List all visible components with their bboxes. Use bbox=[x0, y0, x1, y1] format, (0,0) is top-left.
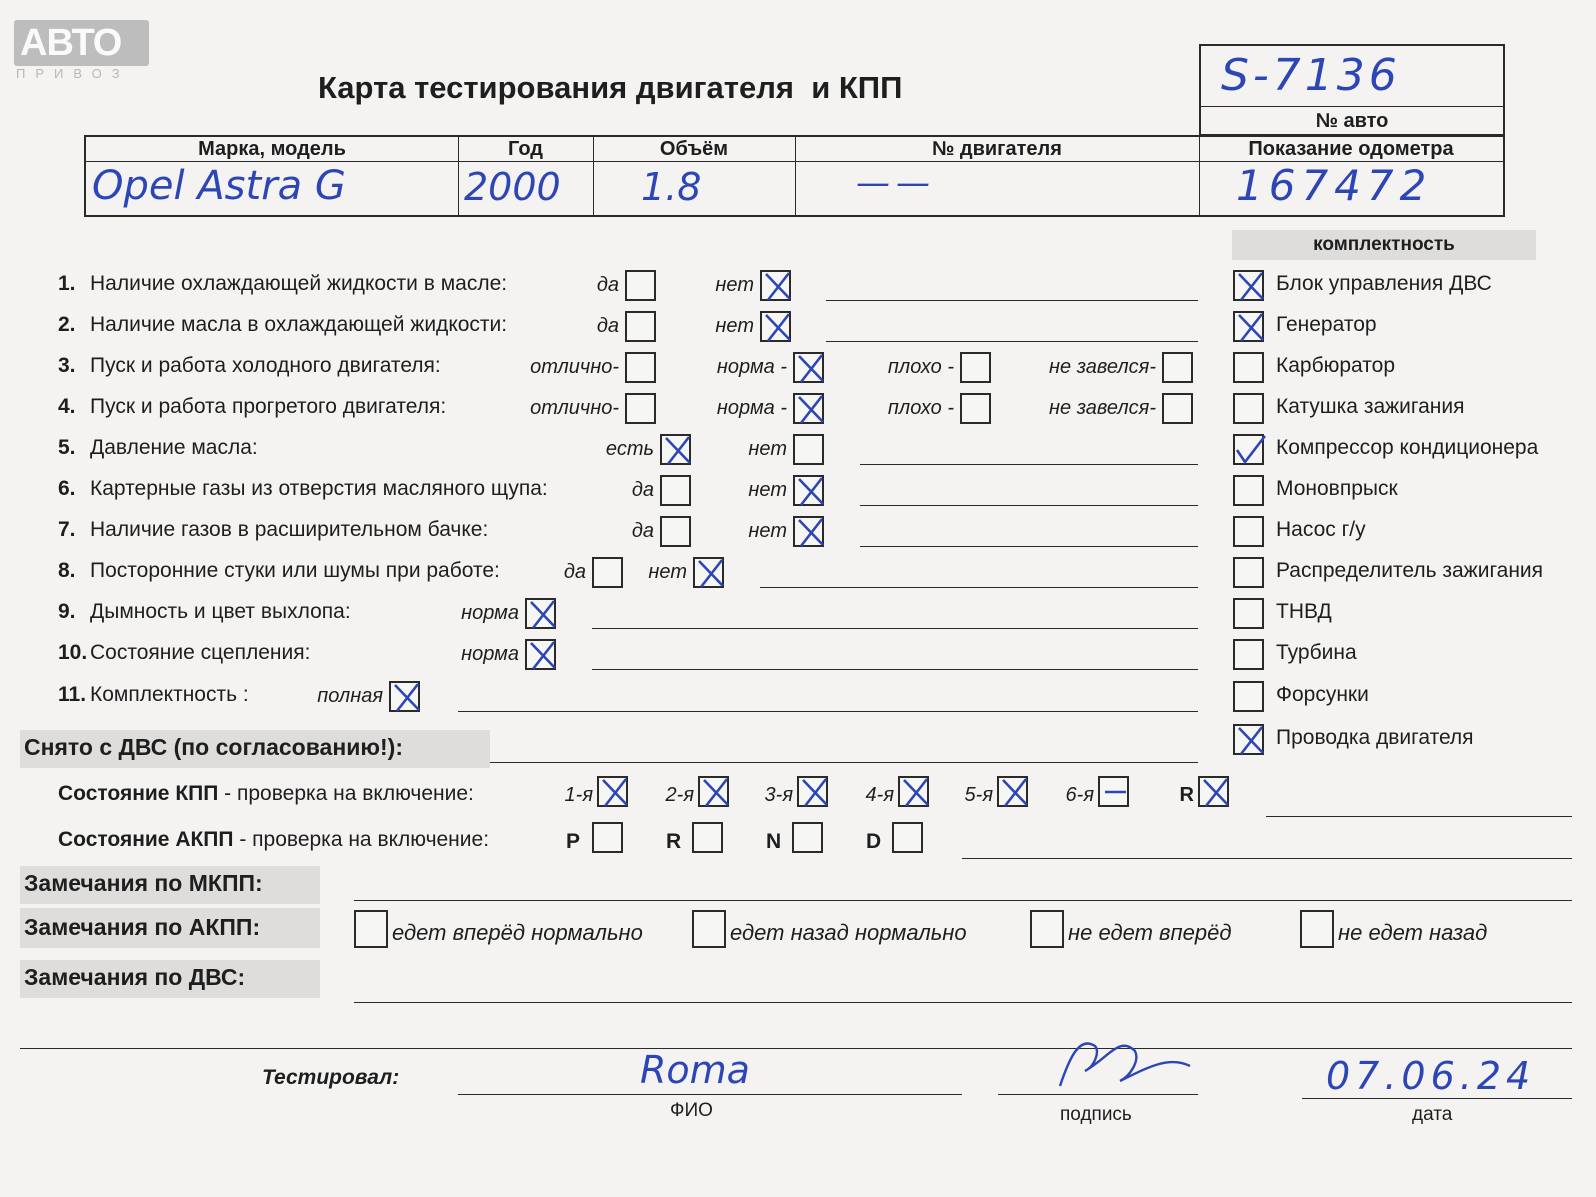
question-text: Наличие газов в расширительном бачке: bbox=[90, 518, 489, 541]
remarks-dvs-label: Замечания по ДВС: bbox=[24, 964, 246, 990]
completeness-checkbox[interactable] bbox=[1233, 724, 1264, 755]
akpp-gear-checkbox[interactable] bbox=[892, 822, 923, 853]
kpp-gear-checkbox[interactable] bbox=[898, 776, 929, 807]
akpp-remark-label: едет назад нормально bbox=[730, 920, 967, 945]
answer-line bbox=[826, 341, 1198, 342]
option-checkbox[interactable] bbox=[1162, 393, 1193, 424]
question-number: 4. bbox=[58, 395, 76, 418]
akpp-remark-label: не едет назад bbox=[1338, 920, 1488, 945]
question-number: 10. bbox=[58, 641, 88, 664]
option-label: плохо - bbox=[887, 356, 954, 378]
question-number: 9. bbox=[58, 600, 76, 623]
akpp-row bbox=[58, 828, 489, 852]
question-text: Давление масла: bbox=[90, 436, 258, 459]
col-year: Год bbox=[508, 138, 543, 160]
kpp-gear-label: 5-я bbox=[964, 784, 993, 806]
kpp-gear-label: 4-я bbox=[865, 784, 894, 806]
answer-line bbox=[592, 628, 1198, 629]
option-label: да bbox=[596, 315, 619, 337]
akpp-gear-label: R bbox=[666, 830, 682, 853]
kpp-gear-checkbox[interactable] bbox=[698, 776, 729, 807]
completeness-checkbox[interactable] bbox=[1233, 557, 1264, 588]
question-text: Пуск и работа холодного двигателя: bbox=[90, 354, 441, 377]
akpp-remark-checkbox[interactable] bbox=[1030, 910, 1064, 948]
remarks-akpp-label: Замечания по АКПП: bbox=[24, 914, 261, 940]
completeness-checkbox[interactable] bbox=[1233, 270, 1264, 301]
answer-line bbox=[826, 300, 1198, 301]
option-label: есть bbox=[605, 438, 654, 460]
akpp-remark-checkbox[interactable] bbox=[1300, 910, 1334, 948]
akpp-label-rest: - проверка на включение: bbox=[233, 828, 490, 851]
date-value: 07.06.24 bbox=[1326, 1054, 1536, 1098]
question-text: Пуск и работа прогретого двигателя: bbox=[90, 395, 447, 418]
sign-label: подпись bbox=[1060, 1104, 1132, 1125]
completeness-item-label: Турбина bbox=[1276, 641, 1357, 664]
logo-brand: АВТО bbox=[20, 22, 122, 64]
option-label: норма - bbox=[716, 397, 787, 419]
completeness-item-label: Катушка зажигания bbox=[1276, 395, 1465, 418]
option-checkbox[interactable] bbox=[660, 434, 691, 465]
completeness-checkbox[interactable] bbox=[1233, 393, 1264, 424]
option-label: нет bbox=[715, 274, 754, 296]
option-checkbox[interactable] bbox=[793, 352, 824, 383]
option-label: норма bbox=[461, 602, 519, 624]
value-engine-no: —— bbox=[856, 163, 936, 203]
question-text: Наличие охлаждающей жидкости в масле: bbox=[90, 272, 508, 295]
col-engine-no: № двигателя bbox=[932, 138, 1062, 160]
completeness-item-label: Компрессор кондиционера bbox=[1276, 436, 1539, 459]
kpp-gear-label: 1-я bbox=[564, 784, 593, 806]
kpp-gear-checkbox[interactable] bbox=[1198, 776, 1229, 807]
akpp-remark-label: не едет вперёд bbox=[1068, 920, 1232, 945]
option-checkbox[interactable] bbox=[960, 393, 991, 424]
completeness-item-label: Распределитель зажигания bbox=[1276, 559, 1544, 582]
completeness-item-label: Проводка двигателя bbox=[1276, 726, 1474, 749]
option-checkbox[interactable] bbox=[760, 270, 791, 301]
answer-line bbox=[592, 669, 1198, 670]
option-label: полная bbox=[317, 685, 383, 707]
akpp-gear-label: D bbox=[866, 830, 882, 853]
option-label: нет bbox=[748, 520, 787, 542]
logo bbox=[14, 20, 149, 66]
akpp-remark-checkbox[interactable] bbox=[692, 910, 726, 948]
fio-label: ФИО bbox=[670, 1100, 713, 1121]
option-label: да bbox=[596, 274, 619, 296]
completeness-checkbox[interactable] bbox=[1233, 475, 1264, 506]
option-label: плохо - bbox=[887, 397, 954, 419]
akpp-gear-label: N bbox=[766, 830, 782, 853]
option-label: нет bbox=[748, 438, 787, 460]
question-text: Картерные газы из отверстия масляного щупа: bbox=[90, 477, 548, 500]
completeness-checkbox[interactable] bbox=[1233, 434, 1264, 465]
option-checkbox[interactable] bbox=[389, 681, 420, 712]
value-volume: 1.8 bbox=[641, 165, 702, 209]
option-checkbox[interactable] bbox=[660, 475, 691, 506]
akpp-gear-checkbox[interactable] bbox=[692, 822, 723, 853]
page-title: Карта тестирования двигателя и КПП bbox=[318, 70, 903, 105]
option-checkbox[interactable] bbox=[760, 311, 791, 342]
option-label: норма bbox=[461, 643, 519, 665]
question-text: Состояние сцепления: bbox=[90, 641, 311, 664]
question-text: Комплектность : bbox=[90, 683, 249, 706]
completeness-checkbox[interactable] bbox=[1233, 311, 1264, 342]
question-text: Наличие масла в охлаждающей жидкости: bbox=[90, 313, 508, 336]
answer-line bbox=[860, 546, 1198, 547]
akpp-remark-label: едет вперёд нормально bbox=[392, 920, 643, 945]
option-checkbox[interactable] bbox=[793, 434, 824, 465]
kpp-row bbox=[58, 782, 474, 806]
completeness-checkbox[interactable] bbox=[1233, 598, 1264, 629]
completeness-item-label: Блок управления ДВС bbox=[1276, 272, 1492, 295]
question-number: 3. bbox=[58, 354, 76, 377]
question-text: Дымность и цвет выхлопа: bbox=[90, 600, 351, 623]
completeness-item-label: Карбюратор bbox=[1276, 354, 1396, 377]
logo-sub: ПРИВОЗ bbox=[16, 66, 130, 81]
answer-line bbox=[458, 711, 1198, 712]
removed-label: Снято с ДВС (по согласованию!): bbox=[24, 734, 403, 760]
completeness-checkbox[interactable] bbox=[1233, 352, 1264, 383]
question-number: 2. bbox=[58, 313, 76, 336]
akpp-gear-checkbox[interactable] bbox=[792, 822, 823, 853]
completeness-checkbox[interactable] bbox=[1233, 681, 1264, 712]
answer-line bbox=[860, 464, 1198, 465]
option-checkbox[interactable] bbox=[625, 352, 656, 383]
question-text: Посторонние стуки или шумы при работе: bbox=[90, 559, 500, 582]
option-checkbox[interactable] bbox=[793, 475, 824, 506]
option-checkbox[interactable] bbox=[660, 516, 691, 547]
question-number: 8. bbox=[58, 559, 76, 582]
completeness-item-label: Форсунки bbox=[1276, 683, 1369, 706]
option-label: нет bbox=[715, 315, 754, 337]
completeness-title: комплектность bbox=[1232, 230, 1536, 260]
question-number: 1. bbox=[58, 272, 76, 295]
question-number: 5. bbox=[58, 436, 76, 459]
option-checkbox[interactable] bbox=[525, 639, 556, 670]
option-checkbox[interactable] bbox=[693, 557, 724, 588]
answer-line bbox=[760, 587, 1198, 588]
question-number: 6. bbox=[58, 477, 76, 500]
completeness-checkbox[interactable] bbox=[1233, 516, 1264, 547]
question-number: 7. bbox=[58, 518, 76, 541]
date-label: дата bbox=[1412, 1104, 1453, 1125]
option-checkbox[interactable] bbox=[625, 311, 656, 342]
value-model: Opel Astra G bbox=[92, 163, 346, 209]
col-volume: Объём bbox=[659, 138, 729, 160]
option-checkbox[interactable] bbox=[625, 393, 656, 424]
kpp-label: Состояние КПП bbox=[58, 782, 219, 805]
car-number-label: № авто bbox=[1315, 110, 1389, 132]
kpp-label-rest: - проверка на включение: bbox=[218, 782, 474, 805]
kpp-gear-checkbox[interactable] bbox=[797, 776, 828, 807]
col-odometer: Показание одометра bbox=[1248, 138, 1454, 160]
kpp-gear-label: 6-я bbox=[1065, 784, 1094, 806]
tested-by-label: Тестировал: bbox=[262, 1066, 400, 1089]
akpp-gear-label: P bbox=[566, 830, 581, 853]
completeness-checkbox[interactable] bbox=[1233, 639, 1264, 670]
answer-line bbox=[860, 505, 1198, 506]
kpp-gear-label: 3-я bbox=[764, 784, 793, 806]
completeness-item-label: ТНВД bbox=[1276, 600, 1332, 623]
col-model: Марка, модель bbox=[198, 138, 346, 160]
value-odometer: 167472 bbox=[1236, 161, 1433, 210]
completeness-item-label: Генератор bbox=[1276, 313, 1377, 336]
kpp-gear-checkbox[interactable] bbox=[1098, 776, 1129, 807]
value-year: 2000 bbox=[464, 165, 561, 209]
option-label: не завелся- bbox=[1049, 356, 1156, 378]
option-checkbox[interactable] bbox=[793, 393, 824, 424]
akpp-gear-checkbox[interactable] bbox=[592, 822, 623, 853]
akpp-label: Состояние АКПП bbox=[58, 828, 234, 851]
option-label: да bbox=[563, 561, 586, 583]
remarks-mkpp-label: Замечания по МКПП: bbox=[24, 870, 263, 896]
option-label: да bbox=[631, 479, 654, 501]
option-label: отлично- bbox=[530, 397, 619, 419]
car-number-value: S-7136 bbox=[1221, 50, 1401, 101]
akpp-remark-checkbox[interactable] bbox=[354, 910, 388, 948]
option-checkbox[interactable] bbox=[960, 352, 991, 383]
option-label: нет bbox=[648, 561, 687, 583]
option-checkbox[interactable] bbox=[625, 270, 656, 301]
option-checkbox[interactable] bbox=[592, 557, 623, 588]
option-label: да bbox=[631, 520, 654, 542]
kpp-gear-checkbox[interactable] bbox=[997, 776, 1028, 807]
kpp-gear-label: R bbox=[1179, 784, 1194, 806]
removed-line bbox=[490, 762, 1198, 763]
fio-value: Roma bbox=[640, 1048, 750, 1092]
kpp-gear-label: 2-я bbox=[665, 784, 694, 806]
completeness-item-label: Насос г/у bbox=[1276, 518, 1366, 541]
option-label: отлично- bbox=[530, 356, 619, 378]
car-number-box bbox=[1199, 44, 1505, 136]
option-label: не завелся- bbox=[1049, 397, 1156, 419]
header-table bbox=[84, 135, 1505, 217]
option-label: норма - bbox=[716, 356, 787, 378]
kpp-gear-checkbox[interactable] bbox=[597, 776, 628, 807]
option-label: нет bbox=[748, 479, 787, 501]
option-checkbox[interactable] bbox=[525, 598, 556, 629]
completeness-item-label: Моновпрыск bbox=[1276, 477, 1398, 500]
question-number: 11. bbox=[58, 683, 87, 706]
option-checkbox[interactable] bbox=[1162, 352, 1193, 383]
option-checkbox[interactable] bbox=[793, 516, 824, 547]
